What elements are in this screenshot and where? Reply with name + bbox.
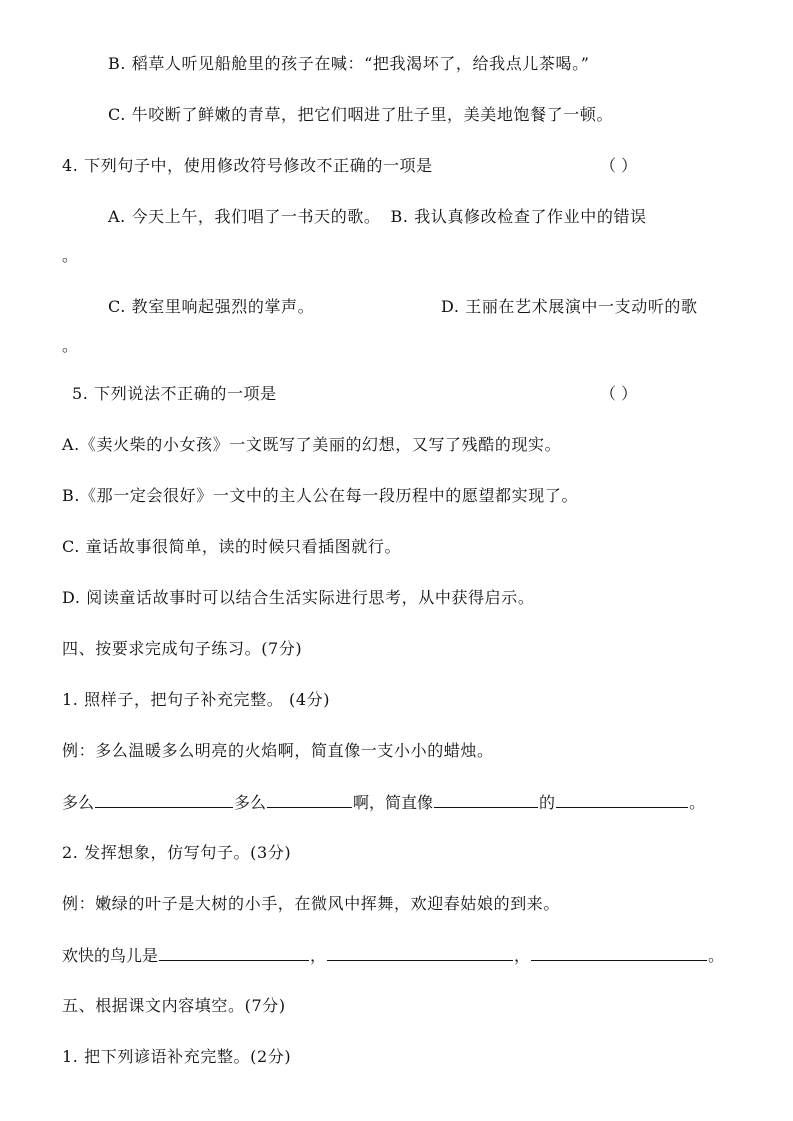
section4-q1-example: 例：多么温暖多么明亮的火焰啊，简直像一支小小的蜡烛。 — [62, 741, 494, 760]
section4-q2-fill-line — [62, 944, 724, 967]
q3-option-b: B. 稻草人听见船舱里的孩子在喊：“把我渴坏了，给我点儿茶喝。” — [108, 54, 590, 73]
q1-fill-text-2: 多么 — [234, 793, 267, 812]
q2-blank-3[interactable] — [531, 944, 707, 961]
q4-options-row2 — [108, 296, 314, 318]
q2-comma-2: ， — [514, 946, 531, 965]
q2-fill-text-1: 欢快的鸟儿是 — [62, 946, 159, 965]
q2-blank-2[interactable] — [327, 944, 513, 961]
q2-blank-1[interactable] — [159, 944, 309, 961]
q2-comma-1: ， — [310, 946, 327, 965]
q4-answer-paren[interactable]: （ ） — [600, 156, 638, 175]
q4-option-b-end: 。 — [62, 246, 79, 265]
section5-title: 五、根据课文内容填空。(7分) — [62, 996, 286, 1015]
q5-option-d: D. 阅读童话故事时可以结合生活实际进行思考，从中获得启示。 — [62, 588, 535, 607]
q4-option-d: D. 王丽在艺术展演中一支动听的歌 — [441, 297, 698, 316]
q1-blank-2[interactable] — [267, 791, 352, 808]
q5-stem: 5. 下列说法不正确的一项是 — [72, 384, 277, 403]
q5-option-a: A.《卖火柴的小女孩》一文既写了美丽的幻想，又写了残酷的现实。 — [62, 435, 562, 454]
q3-option-c: C. 牛咬断了鲜嫩的青草，把它们咽进了肚子里，美美地饱餐了一顿。 — [108, 105, 614, 124]
section4-q1-title: 1. 照样子，把句子补充完整。 (4分) — [62, 690, 331, 709]
q5-option-c: C. 童话故事很简单，读的时候只看插图就行。 — [62, 537, 402, 556]
q4-option-a: A. 今天上午，我们唱了一书天的歌。 — [108, 207, 381, 226]
q1-fill-text-4: 的 — [539, 793, 556, 812]
q5-option-b: B.《那一定会很好》一文中的主人公在每一段历程中的愿望都实现了。 — [62, 486, 579, 505]
q1-fill-text-3: 啊，简直像 — [353, 793, 434, 812]
q4-option-b: B. 我认真修改检查了作业中的错误 — [390, 207, 647, 226]
q5-answer-paren[interactable]: （ ） — [600, 384, 638, 403]
q1-fill-text-1: 多么 — [62, 793, 95, 812]
q4-option-c: C. 教室里响起强烈的掌声。 — [108, 297, 315, 316]
q2-fill-end: 。 — [708, 946, 725, 965]
q4-option-d-end: 。 — [62, 336, 79, 355]
q4-stem: 4. 下列句子中，使用修改符号修改不正确的一项是 — [62, 156, 433, 175]
section4-q2-title: 2. 发挥想象，仿写句子。(3分) — [62, 843, 292, 862]
q1-blank-1[interactable] — [95, 791, 233, 808]
section5-q1-title: 1. 把下列谚语补充完整。(2分) — [62, 1047, 292, 1066]
q1-blank-3[interactable] — [434, 791, 538, 808]
q1-fill-end: 。 — [689, 793, 706, 812]
section4-q1-fill-line — [62, 791, 705, 814]
q1-blank-4[interactable] — [556, 791, 688, 808]
q4-options-row1 — [108, 206, 647, 228]
section4-title: 四、按要求完成句子练习。(7分) — [62, 639, 303, 658]
section4-q2-example: 例：嫩绿的叶子是大树的小手，在微风中挥舞，欢迎春姑娘的到来。 — [62, 894, 561, 913]
